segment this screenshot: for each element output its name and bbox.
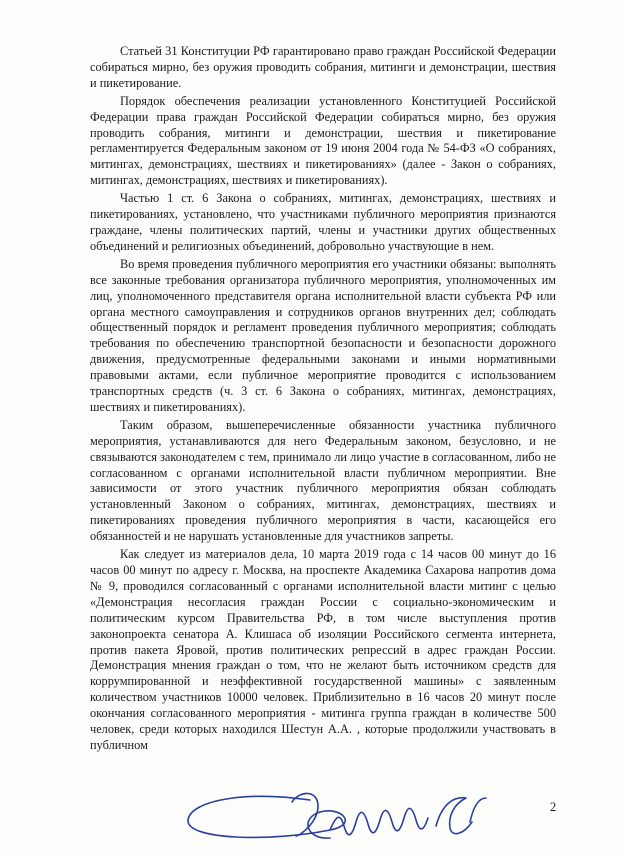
paragraph: Как следует из материалов дела, 10 марта 2019 года с 14 часов 00 минут до 16 часов 00 минут по адресу г. Москва, на проспекте Академика Сахарова напротив дома № 9, проводился согласованный с органами исполнительной власти митинг с целью «Демонстрация несогласия граждан России с социально-экономическим и политическим курсом Правительства РФ, в том числе выступления против законопроекта сенатора А. Клишаса об изоляции Российского сегмента интернета, против пакета Яровой, против политических репрессий в адрес граждан России. Демонстрация мнения граждан о том, что не желают быть источником средств для коррумпированной и неэффективной государственной машины» с заявленным количеством участников 10000 человек. Приблизительно в 16 часов 20 минут после окончания согласованного мероприятия - митинга группа граждан в количестве 500 человек, среди которых находился Шестун А.А. , которые продолжили участвовать в публичном xyxy=(90,547,556,752)
paragraph: Частью 1 ст. 6 Закона о собраниях, митингах, демонстрациях, шествиях и пикетированиях, установлено, что участниками публичного мероприятия признаются граждане, члены политических партий, члены и участники других общественных объединений и религиозных объединений, добровольно участвующие в нем. xyxy=(90,191,556,253)
paragraph: Во время проведения публичного мероприятия его участники обязаны: выполнять все законные требования организатора публичного мероприятия, уполномоченных им лиц, уполномоченного представителя органа исполнительной власти субъекта РФ или органа местного самоуправления и сотрудников органов внутренних дел; соблюдать общественный порядок и регламент проведения публичного мероприятия; соблюдать требования по обеспечению транспортной безопасности и безопасности дорожного движения, предусмотренные федеральными законами и иными нормативными правовыми актами, если публичное мероприятие проводится с использованием транспортных средств (ч. 3 ст. 6 Закона о собраниях, митингах, демонстрациях, шествиях и пикетированиях). xyxy=(90,256,556,414)
document-body xyxy=(90,44,556,756)
paragraph: Таким образом, вышеперечисленные обязанности участника публичного мероприятия, устанавливаются для него Федеральным законом, безусловно, и не связываются законодателем с тем, принимало ли лицо участие в согласованном, либо не согласованном с органами исполнительной власти публичном мероприятии. Вне зависимости от этого участник публичного мероприятия обязан соблюдать установленный Законом о собраниях, митингах, демонстрациях, шествиях и пикетированиях проведения публичного мероприятия в части, касающейся его обязанностей и не нарушать установленные для участников запреты. xyxy=(90,417,556,544)
paragraph: Порядок обеспечения реализации установленного Конституцией Российской Федерации права граждан Российской Федерации собираться мирно, без оружия проводить собрания, митинги и демонстрации, шествия и пикетирование регламентируется Федеральным законом от 19 июня 2004 года № 54-ФЗ «О собраниях, митингах, демонстрациях, шествиях и пикетированиях» (далее - Закон о собраниях, митингах, демонстрациях, шествиях и пикетированиях). xyxy=(90,93,556,188)
paragraph: Статьей 31 Конституции РФ гарантировано право граждан Российской Федерации собираться мирно, без оружия проводить собрания, митинги и демонстрации, шествия и пикетирование. xyxy=(90,44,556,90)
page-number: 2 xyxy=(550,800,557,814)
